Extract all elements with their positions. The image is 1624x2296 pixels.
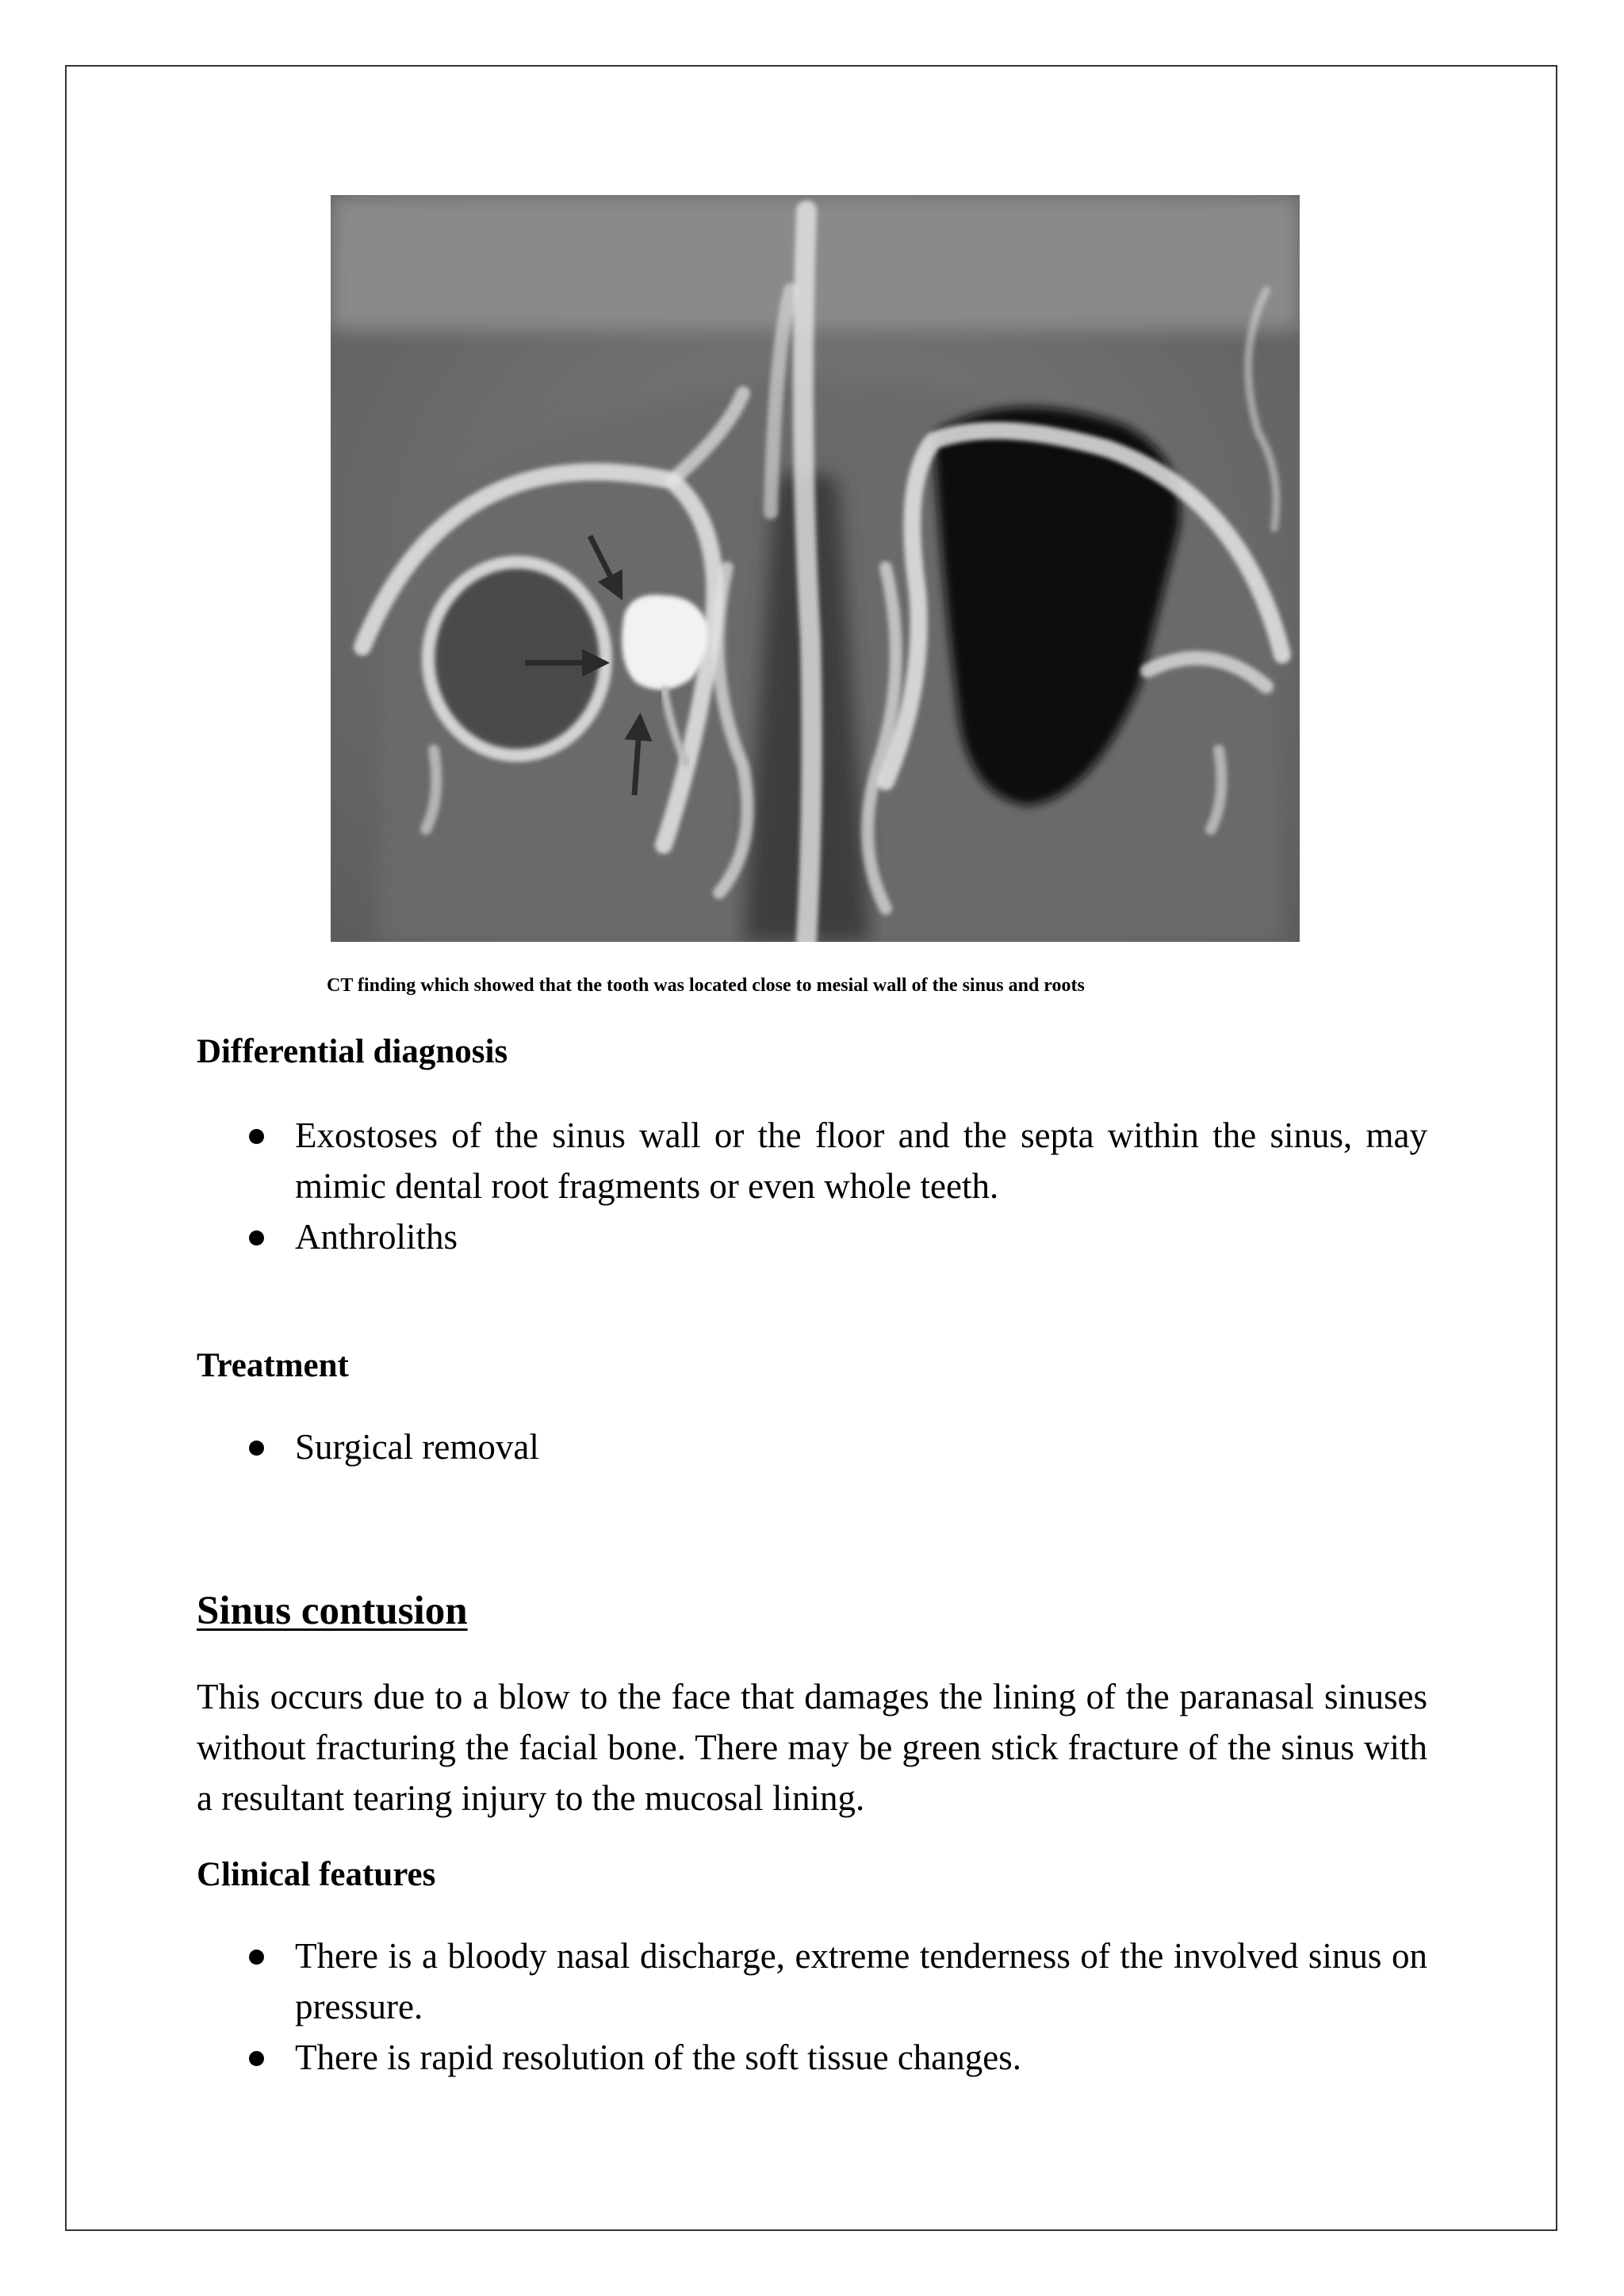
list-item: Surgical removal [197, 1422, 1427, 1472]
figure-caption: CT finding which showed that the tooth was located close to mesial wall of the sinus and roots [327, 975, 1085, 996]
sinus-contusion-heading: Sinus contusion [197, 1589, 468, 1633]
bullet-icon [249, 2051, 264, 2066]
sinus-contusion-paragraph: This occurs due to a blow to the face that damages the lining of the paranasal sinuses without fracturing the facial bone. There may be green stick fracture of the sinus with a resultant tearing injury to the mucosal lining. [197, 1677, 1427, 1818]
ct-scan-image [331, 195, 1300, 942]
differential-list [197, 1110, 1427, 1262]
list-item: There is rapid resolution of the soft tissue changes. [197, 2032, 1427, 2083]
clinical-features-list [197, 1931, 1427, 2083]
bullet-icon [249, 1230, 264, 1246]
treatment-heading: Treatment [197, 1347, 349, 1384]
list-item: Anthroliths [197, 1211, 1427, 1262]
bullet-icon [249, 1441, 264, 1456]
list-item: There is a bloody nasal discharge, extreme tenderness of the involved sinus on pressure. [197, 1931, 1427, 2032]
differential-heading: Differential diagnosis [197, 1033, 508, 1070]
treatment-list [197, 1422, 1427, 1472]
list-item: Exostoses of the sinus wall or the floor and the septa within the sinus, may mimic dental root fragments or even whole teeth. [197, 1110, 1427, 1211]
clinical-features-heading: Clinical features [197, 1856, 436, 1893]
bullet-icon [249, 1129, 264, 1144]
bullet-icon [249, 1950, 264, 1965]
